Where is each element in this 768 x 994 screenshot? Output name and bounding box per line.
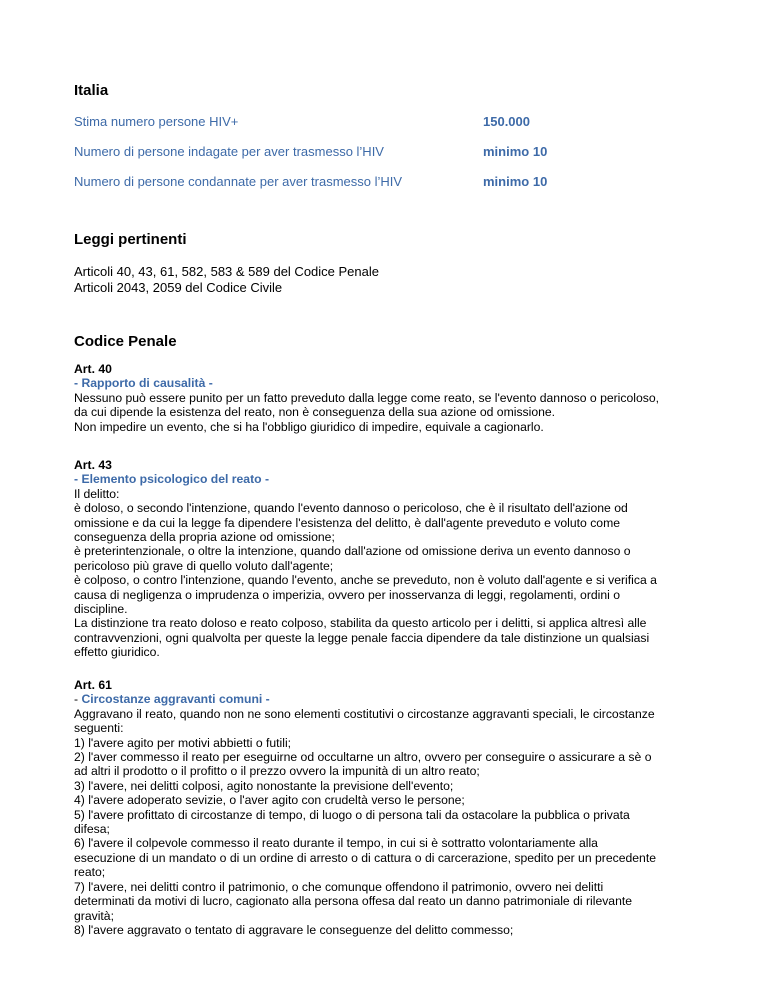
article-text-line: effetto giuridico.	[74, 645, 160, 660]
section-heading-codice-penale: Codice Penale	[74, 333, 177, 350]
article-text-line: 3) l'avere, nei delitti colposi, agito nonostante la previsione dell'evento;	[74, 778, 454, 793]
stat-value: minimo 10	[483, 144, 548, 159]
stat-label: Numero di persone condannate per aver trasmesso l’HIV	[74, 174, 403, 189]
article-title: - Rapporto di causalità -	[74, 376, 213, 391]
article-text-line: è doloso, o secondo l'intenzione, quando l'evento dannoso o pericoloso, che è il risultato dell'azione od	[74, 501, 628, 516]
article-text-line: da cui dipende la esistenza del reato, non è conseguenza della sua azione od omissione.	[74, 405, 556, 420]
relevant-laws	[74, 264, 734, 296]
article-text-line: La distinzione tra reato doloso e reato colposo, stabilita da questo articolo per i delitti, si applica altresì alle	[74, 616, 647, 631]
article-text-line: è colposo, o contro l'intenzione, quando l'evento, anche se preveduto, non è voluto dall'agente e si verifica a	[74, 573, 657, 588]
stat-value: 150.000	[483, 114, 530, 129]
stat-row-convicted	[74, 174, 734, 190]
article-43	[74, 458, 722, 660]
article-text-line: reato;	[74, 865, 106, 880]
section-heading-italia: Italia	[74, 82, 109, 99]
article-text-line: Il delitto:	[74, 486, 120, 501]
article-number: Art. 61	[74, 678, 112, 692]
article-text-line: difesa;	[74, 822, 110, 837]
article-text-line: Non impedire un evento, che si ha l'obbligo giuridico di impedire, equivale a cagionarlo.	[74, 419, 544, 434]
article-text-line: pericoloso più grave di quello voluto dall'agente;	[74, 558, 334, 573]
article-text-line: 7) l'avere, nei delitti contro il patrimonio, o che comunque offendono il patrimonio, ovvero nei delitti	[74, 879, 604, 894]
article-number: Art. 40	[74, 362, 112, 376]
section-heading-leggi: Leggi pertinenti	[74, 231, 187, 248]
article-text-line: esecuzione di un mandato o di un ordine di arresto o di cattura o di carcerazione, spedito per un precedente	[74, 850, 656, 865]
article-text-line: 5) l'avere profittato di circostanze di tempo, di luogo o di persona tali da ostacolare la pubblica o privata	[74, 807, 630, 822]
stat-row-hiv-estimate	[74, 114, 734, 130]
article-text-line: omissione e da cui la legge fa dipendere l'esistenza del delitto, è dall'agente preveduto e voluto come	[74, 515, 620, 530]
article-text-line: è preterintenzionale, o oltre la intenzione, quando dall'azione od omissione deriva un evento dannoso o	[74, 544, 631, 559]
law-line: Articoli 40, 43, 61, 582, 583 & 589 del Codice Penale	[74, 264, 379, 279]
article-text-line: Nessuno può essere punito per un fatto preveduto dalla legge come reato, se l'evento dannoso o pericoloso,	[74, 390, 660, 405]
article-text-line: discipline.	[74, 602, 128, 617]
article-text-line: gravità;	[74, 908, 114, 923]
article-number: Art. 43	[74, 458, 112, 472]
stat-label: Numero di persone indagate per aver trasmesso l’HIV	[74, 144, 384, 159]
article-text-line: causa di negligenza o imprudenza o imperizia, ovvero per inosservanza di leggi, regolamenti, ordini o	[74, 587, 621, 602]
article-text-line: 2) l'aver commesso il reato per eseguirne od occultarne un altro, ovvero per conseguire o assicurare a sè o	[74, 750, 652, 765]
article-text-line: 6) l'avere il colpevole commesso il reato durante il tempo, in cui si è sottratto volontariamente alla	[74, 836, 598, 851]
article-text-line: 1) l'avere agito per motivi abbietti o futili;	[74, 735, 292, 750]
article-text-line: ad altri il prodotto o il profitto o il prezzo ovvero la impunità di un altro reato;	[74, 764, 480, 779]
article-40	[74, 362, 722, 434]
article-text-line: Aggravano il reato, quando non ne sono elementi costitutivi o circostanze aggravanti speciali, le circostanze	[74, 706, 655, 721]
stat-label: Stima numero persone HIV+	[74, 114, 239, 129]
article-text-line: seguenti:	[74, 721, 124, 736]
article-title-prefix: -	[74, 692, 82, 707]
article-61	[74, 678, 722, 937]
stat-value: minimo 10	[483, 174, 548, 189]
article-text-line: 8) l'avere aggravato o tentato di aggravare le conseguenze del delitto commesso;	[74, 922, 514, 937]
law-line: Articoli 2043, 2059 del Codice Civile	[74, 280, 283, 295]
article-text-line: 4) l'avere adoperato sevizie, o l'aver agito con crudeltà verso le persone;	[74, 793, 465, 808]
article-text-line: conseguenza della propria azione od omissione;	[74, 530, 335, 545]
article-text-line: contravvenzioni, ogni qualvolta per queste la legge penale faccia dipendere da tale distinzione un qualsiasi	[74, 630, 650, 645]
article-title: - Elemento psicologico del reato -	[74, 472, 270, 487]
article-text-line: determinati da motivi di lucro, cagionato alla persona offesa dal reato un danno patrimoniale di rilevante	[74, 894, 633, 909]
stat-row-investigated	[74, 144, 734, 160]
article-title: Circostanze aggravanti comuni -	[81, 692, 270, 707]
article-title-line	[74, 692, 722, 706]
